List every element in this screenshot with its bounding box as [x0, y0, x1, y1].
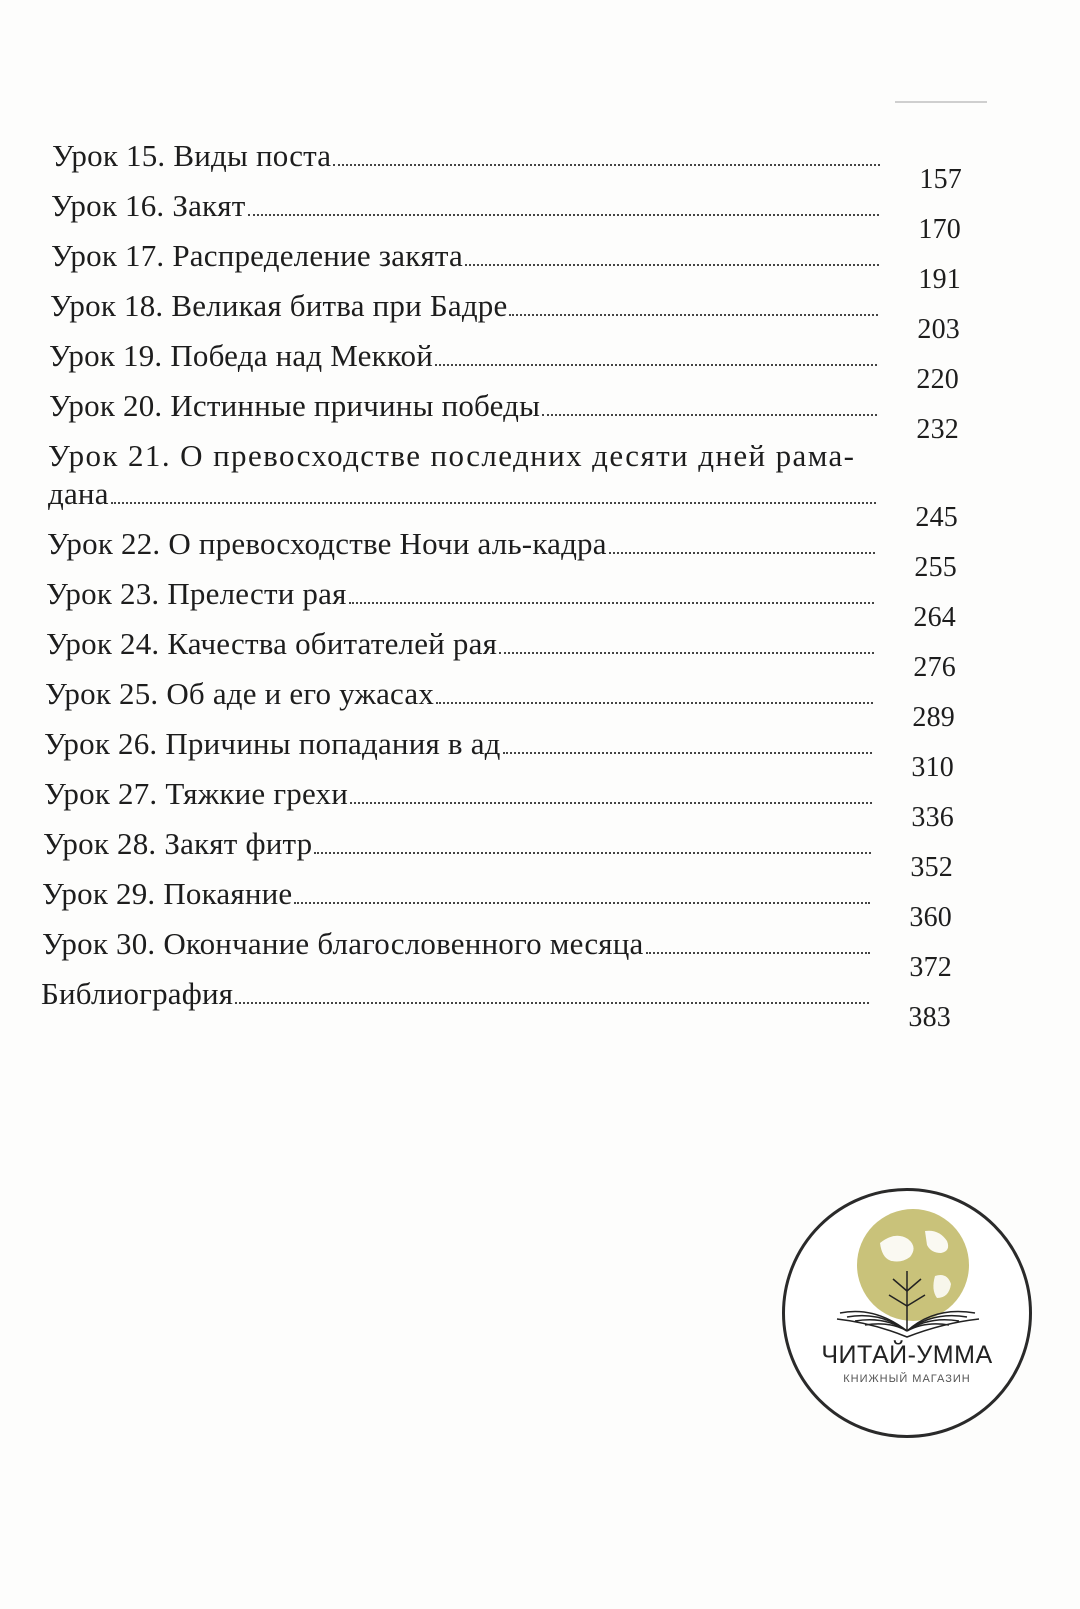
toc-page-number: 245: [915, 502, 958, 533]
toc-page-number: 360: [909, 902, 952, 933]
dot-leader: [294, 901, 870, 904]
toc-entry-label: Урок 20. Истинные причины победы: [49, 388, 541, 423]
toc-entry: [46, 626, 986, 683]
toc-entry: [42, 876, 982, 933]
dot-leader: [350, 801, 872, 804]
toc-entry: [51, 238, 991, 295]
toc-entry-label: Урок 19. Победа над Меккой: [49, 338, 434, 373]
dot-leader: [542, 413, 877, 416]
toc-entry-label: Урок 18. Великая битва при Бадре: [50, 288, 508, 323]
toc-entry: [46, 576, 986, 633]
toc-entry-label: Урок 26. Причины попадания в ад: [44, 726, 501, 761]
toc-entry: [51, 188, 991, 245]
toc-page-number: 289: [912, 702, 955, 733]
toc-entry: [45, 676, 985, 733]
toc-entry-label: Урок 21. О превосходстве последних десяти дней рама-: [48, 438, 856, 473]
toc-page-number: 220: [916, 364, 959, 395]
dot-leader: [509, 313, 878, 316]
toc-page-number: 276: [913, 652, 956, 683]
toc-entry-label: Урок 15. Виды поста: [52, 138, 332, 173]
dot-leader: [248, 213, 880, 216]
toc-entry: [44, 776, 984, 833]
toc-entry-label: Урок 16. Закят: [51, 188, 246, 223]
toc-entry-label: Урок 23. Прелести рая: [46, 576, 347, 611]
toc-entry-label: Урок 29. Покаяние: [42, 876, 293, 911]
toc-entry-label: Урок 22. О превосходстве Ночи аль-кадра: [47, 526, 607, 561]
toc-entry-label: Урок 25. Об аде и его ужасах: [45, 676, 435, 711]
toc-page-number: 232: [916, 414, 959, 445]
toc-page-number: 372: [909, 952, 952, 983]
toc-entry: [41, 976, 981, 1033]
toc-entry: [43, 826, 983, 883]
toc-page-number: 157: [919, 164, 962, 195]
toc-page-number: 352: [910, 852, 953, 883]
toc-entry-label: Урок 17. Распределение закята: [51, 238, 463, 273]
toc-entry: [49, 388, 989, 445]
toc-page-number: 170: [918, 214, 961, 245]
toc-page-number: 383: [908, 1002, 951, 1033]
dot-leader: [436, 701, 873, 704]
dot-leader: [235, 1001, 869, 1004]
dot-leader: [349, 601, 874, 604]
toc-page-number: 191: [918, 264, 961, 295]
toc-page-number: 255: [914, 552, 957, 583]
toc-page-number: 310: [911, 752, 954, 783]
logo-stamp: [782, 1188, 1032, 1438]
toc-entry: [50, 288, 990, 345]
toc-entry: [49, 338, 989, 395]
logo-name: ЧИТАЙ-УММА: [821, 1341, 993, 1369]
dot-leader: [503, 751, 872, 754]
dot-leader: [435, 363, 877, 366]
toc-entry-label: Библиография: [41, 976, 234, 1011]
toc-page-number: 336: [911, 802, 954, 833]
toc-entry: [44, 726, 984, 783]
top-rule: [895, 101, 987, 103]
dot-leader: [609, 551, 875, 554]
toc-entry-label: Урок 24. Качества обитателей рая: [46, 626, 498, 661]
dot-leader: [111, 501, 876, 504]
dot-leader: [465, 263, 879, 266]
toc-entry: [48, 438, 988, 533]
toc-entry: [47, 526, 987, 583]
dot-leader: [499, 651, 874, 654]
toc-entry-label: Урок 28. Закят фитр: [43, 826, 313, 861]
toc-page-number: 203: [917, 314, 960, 345]
book-globe-icon: [785, 1191, 1029, 1435]
dot-leader: [314, 851, 871, 854]
toc-entry-label: Урок 27. Тяжкие грехи: [44, 776, 348, 811]
dot-leader: [646, 951, 870, 954]
toc-entry: [42, 926, 982, 983]
toc-entry: [52, 138, 992, 195]
dot-leader: [333, 163, 880, 166]
toc-entry-label-continuation: дана: [48, 476, 109, 511]
toc-entry-label: Урок 30. Окончание благословенного месяца: [42, 926, 644, 961]
toc-page-number: 264: [913, 602, 956, 633]
logo-subtitle: КНИЖНЫЙ МАГАЗИН: [843, 1373, 971, 1385]
